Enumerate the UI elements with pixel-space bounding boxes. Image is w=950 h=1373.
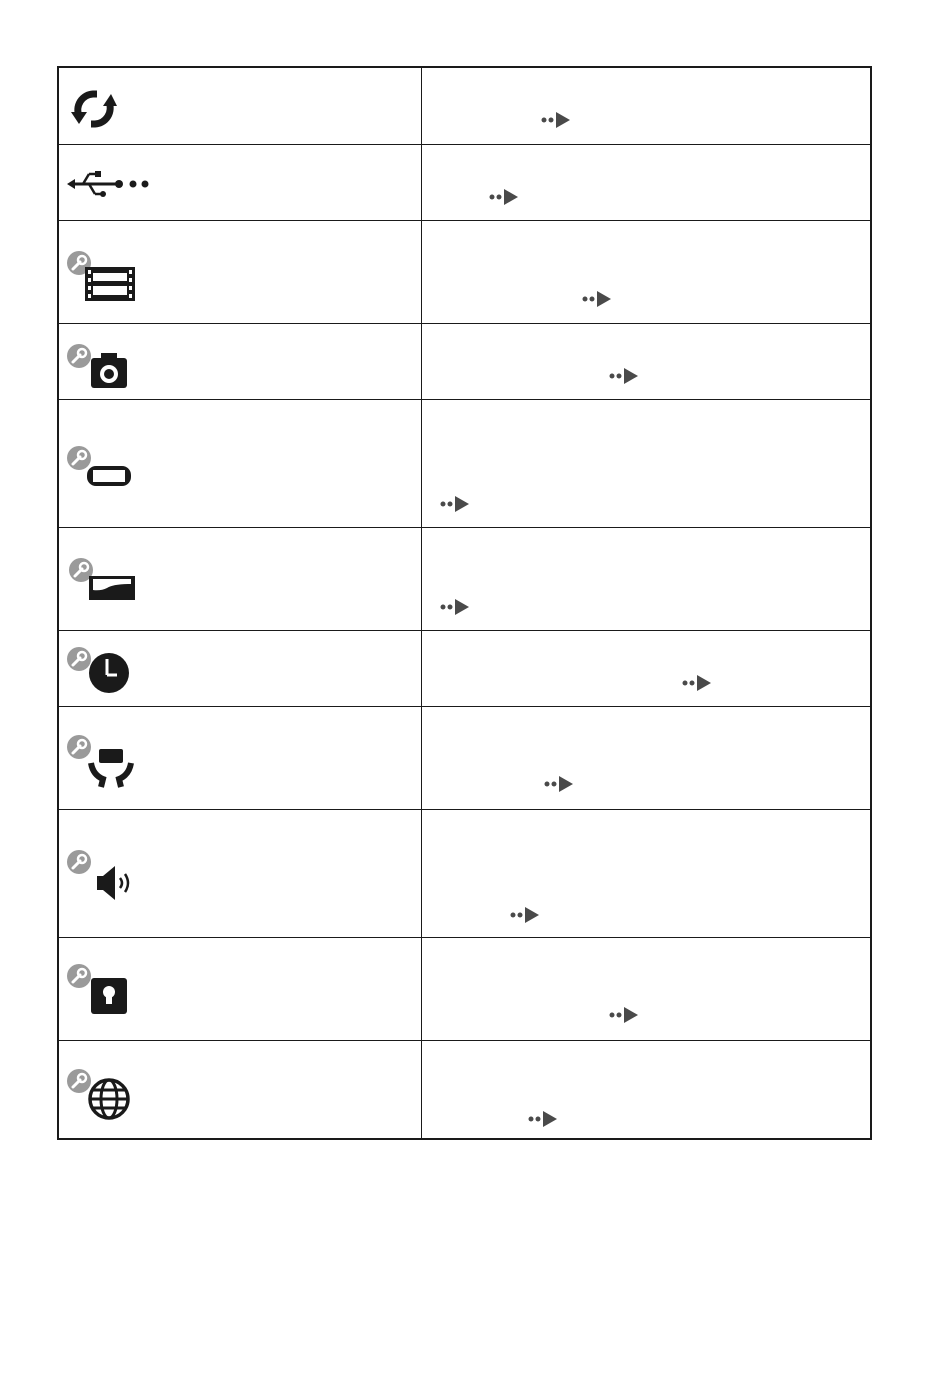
table-row-power-save [59,706,870,810]
settings-wrench-icon [67,647,91,671]
date-time-settings-icon [67,647,137,695]
next-page-icon[interactable] [582,289,614,309]
sound-settings-icon [67,850,137,902]
network-settings-icon [67,1069,137,1121]
security-settings-icon [67,964,137,1016]
table-row-usb [59,144,870,221]
next-page-icon[interactable] [440,597,472,617]
settings-wrench-icon [67,964,91,988]
table-row-date-time [59,630,870,707]
table-row-network [59,1040,870,1141]
settings-wrench-icon [67,446,91,470]
next-page-icon[interactable] [609,366,641,386]
settings-table [57,66,872,1140]
next-page-icon[interactable] [440,494,472,514]
system-settings-icon [67,446,137,492]
settings-wrench-icon [67,850,91,874]
next-page-icon[interactable] [489,187,521,207]
table-row-sound [59,809,870,938]
usb-icon [67,169,153,199]
table-row-update [59,68,870,144]
settings-wrench-icon [67,1069,91,1093]
next-page-icon[interactable] [510,905,542,925]
theme-settings-icon [69,558,139,604]
settings-wrench-icon [67,735,91,759]
next-page-icon[interactable] [682,673,714,693]
table-row-system [59,399,870,528]
power-save-settings-icon [67,735,137,791]
next-page-icon[interactable] [544,774,576,794]
update-icon [69,86,121,132]
photo-settings-icon [67,344,137,390]
next-page-icon[interactable] [528,1109,560,1129]
table-row-video [59,220,870,324]
video-settings-icon [67,251,137,303]
next-page-icon[interactable] [609,1005,641,1025]
table-row-photo [59,323,870,400]
table-row-theme [59,527,870,631]
next-page-icon[interactable] [541,110,573,130]
table-row-security [59,937,870,1041]
settings-wrench-icon [67,344,91,368]
